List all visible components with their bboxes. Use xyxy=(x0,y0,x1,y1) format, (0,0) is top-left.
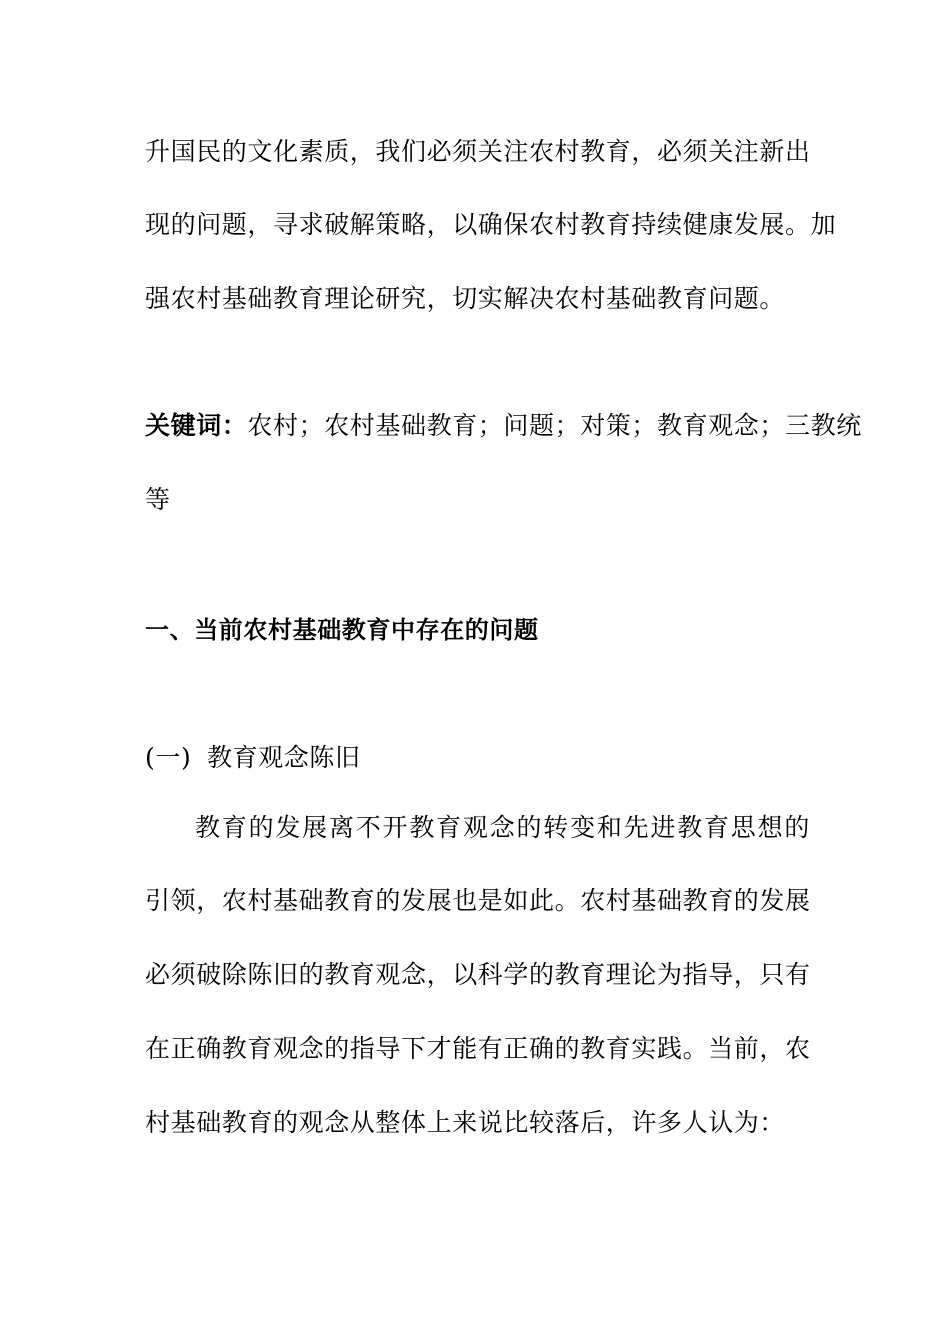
section-heading: 一、当前农村基础教育中存在的问题 xyxy=(145,616,539,644)
subsection-title: 教育观念陈旧 xyxy=(207,743,361,772)
paragraph-line-4: 在正确教育观念的指导下才能有正确的教育实践。当前，农 xyxy=(145,1034,811,1063)
paragraph-line-1: 教育的发展离不开教育观念的转变和先进教育思想的 xyxy=(195,813,810,842)
keywords-line-1 xyxy=(145,411,862,441)
keywords-text: 农村；农村基础教育；问题；对策；教育观念；三教统 xyxy=(247,411,862,440)
paragraph-line-3: 必须破除陈旧的教育观念，以科学的教育理论为指导，只有 xyxy=(145,960,811,989)
keywords-line-2: 等 xyxy=(145,485,171,514)
subsection-number: (一) xyxy=(145,743,192,772)
abstract-line-2: 现的问题，寻求破解策略，以确保农村教育持续健康发展。加 xyxy=(145,210,837,239)
abstract-line-3: 强农村基础教育理论研究，切实解决农村基础教育问题。 xyxy=(145,284,786,313)
paragraph-line-5: 村基础教育的观念从整体上来说比较落后，许多人认为： xyxy=(145,1108,786,1137)
abstract-line-1: 升国民的文化素质，我们必须关注农村教育，必须关注新出 xyxy=(145,137,811,166)
keywords-label: 关键词： xyxy=(145,411,248,440)
subsection-heading xyxy=(145,743,810,773)
paragraph-line-2: 引领，农村基础教育的发展也是如此。农村基础教育的发展 xyxy=(145,886,811,915)
